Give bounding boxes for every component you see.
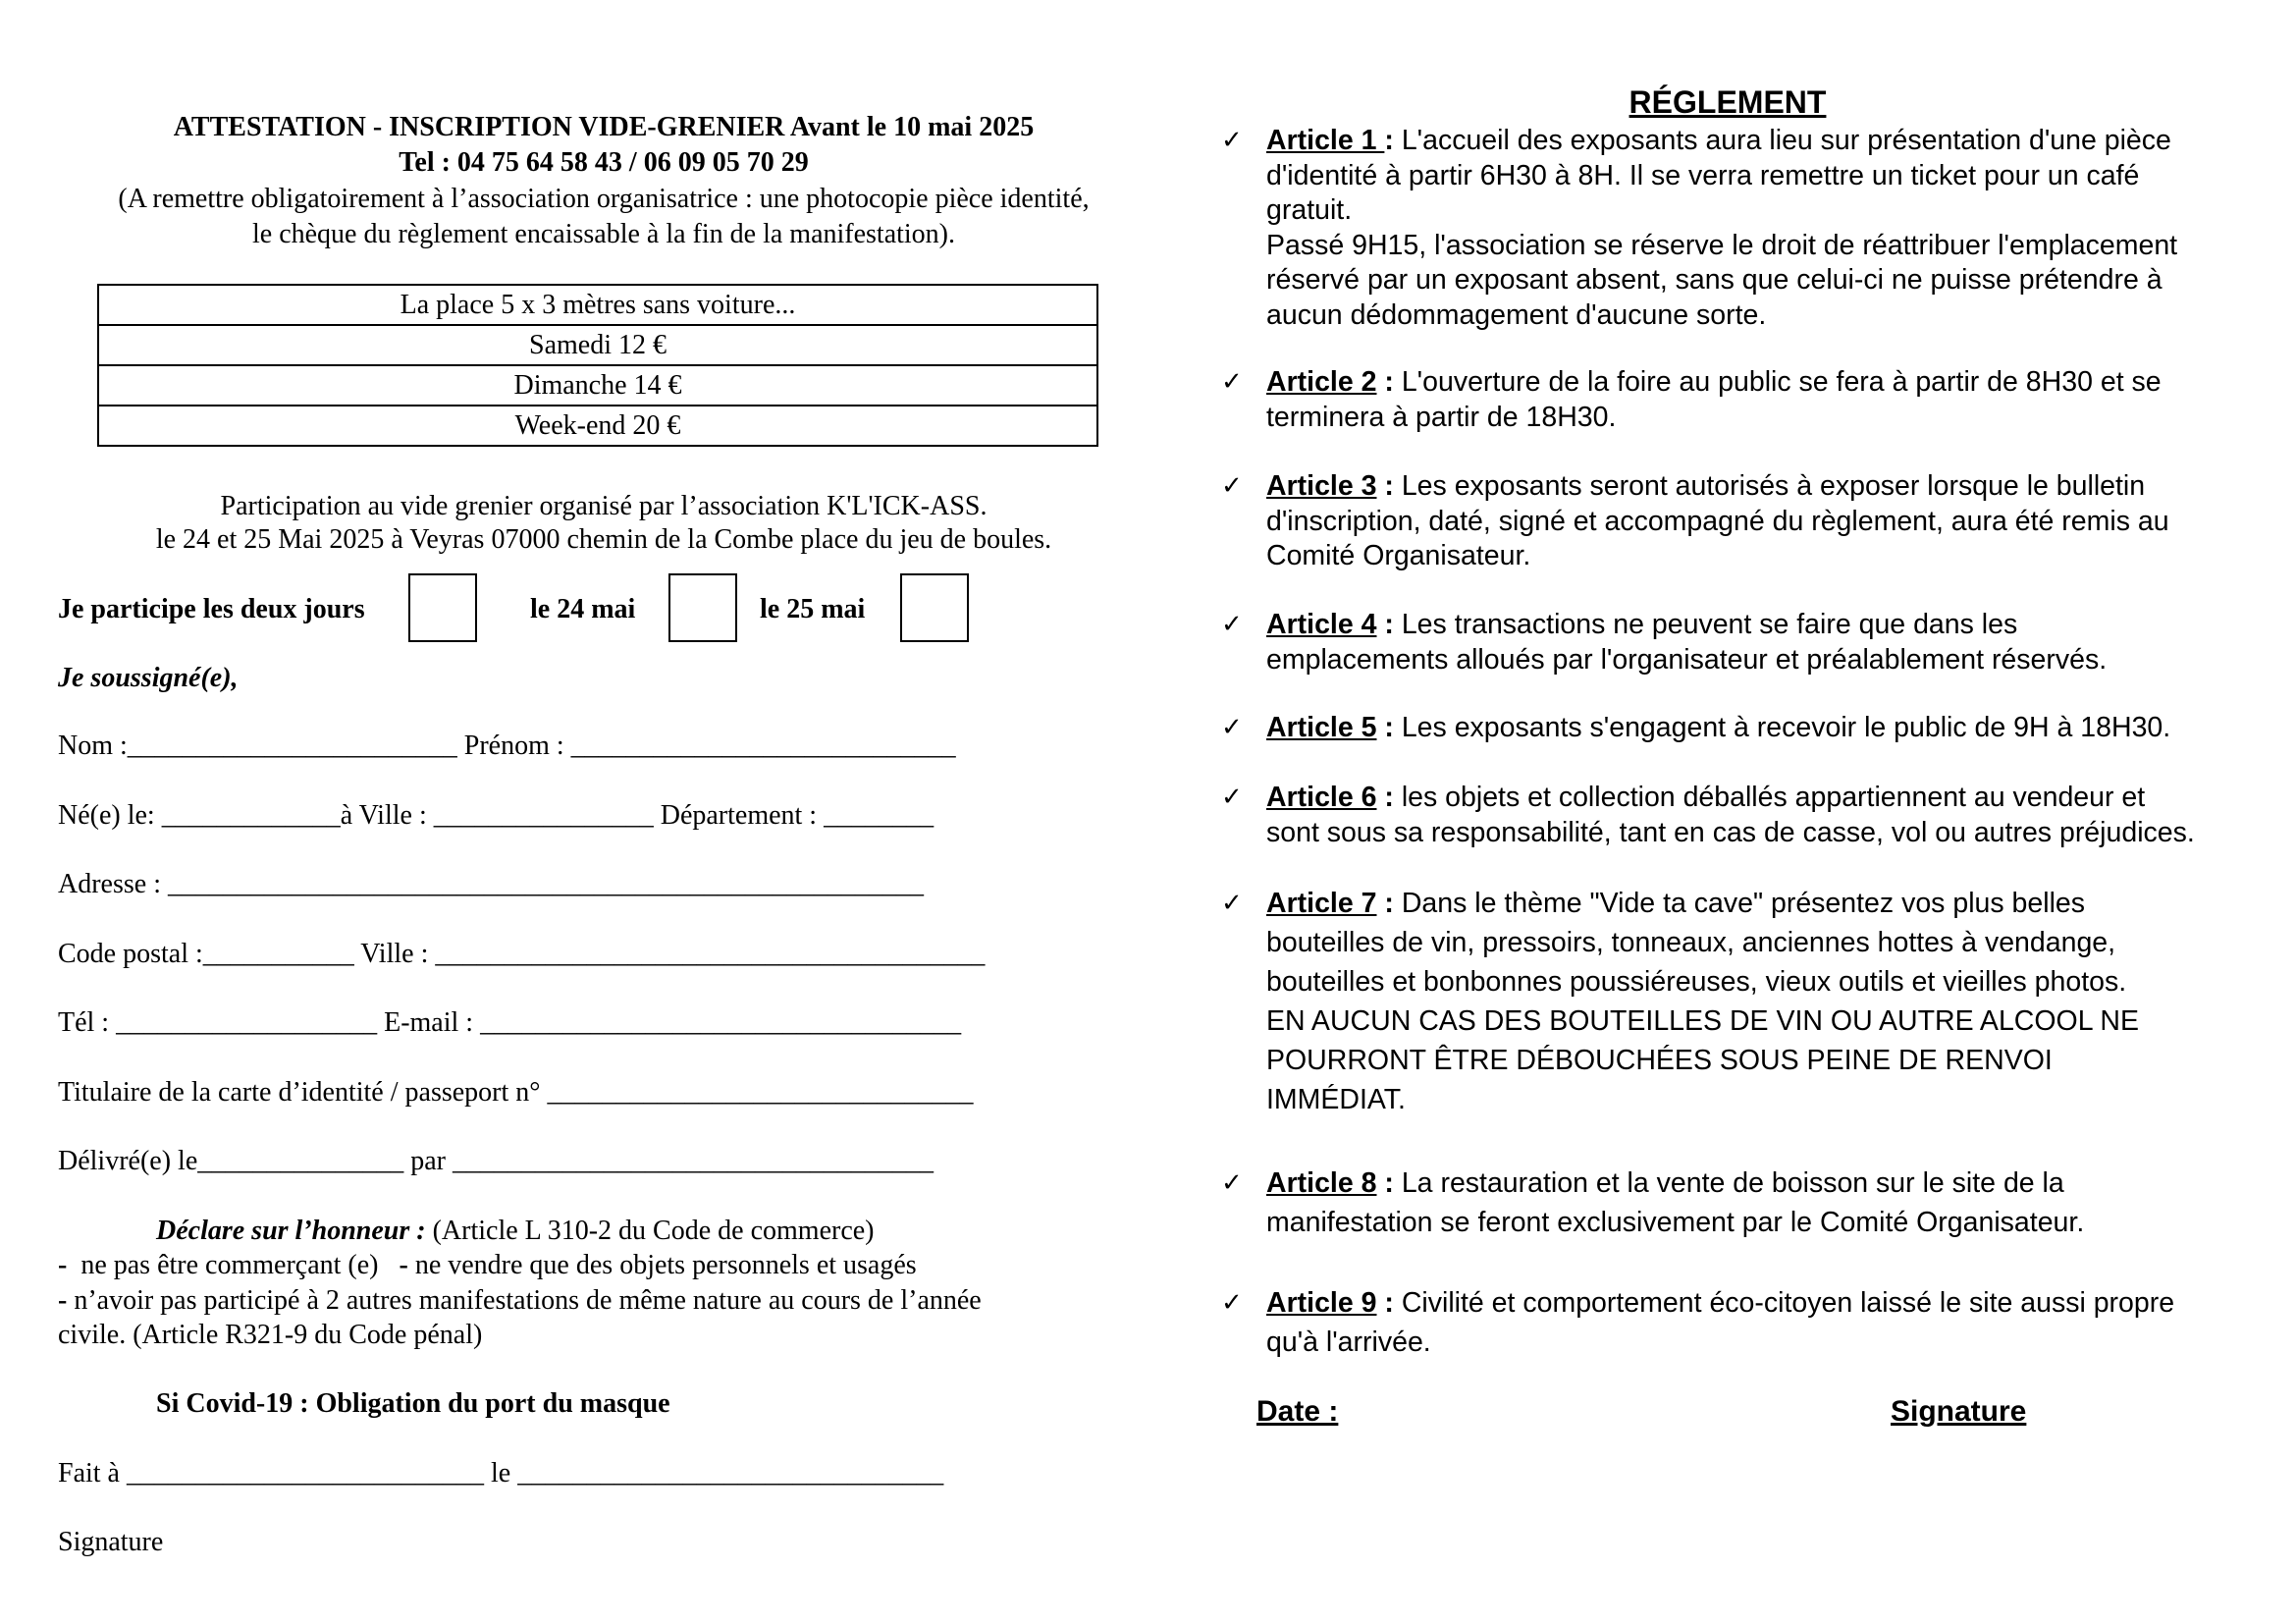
declaration-item-3-cont: civile. (Article R321-9 du Code pénal): [58, 1320, 483, 1350]
article-line: manifestation se feront exclusivement par le Comité Organisateur.: [1266, 1207, 2085, 1238]
article-line: L'accueil des exposants aura lieu sur présentation d'une pièce: [1401, 125, 2171, 156]
choice-25-label: le 25 mai: [760, 594, 866, 624]
choice-25-checkbox[interactable]: [900, 573, 969, 642]
check-icon: ✓: [1221, 610, 1243, 639]
declaration-label: Déclare sur l’honneur :: [156, 1216, 426, 1246]
id-card-field[interactable]: Titulaire de la carte d’identité / passeport n° _______________________________: [58, 1077, 974, 1108]
name-field[interactable]: Nom :________________________ Prénom : ____________________________: [58, 731, 956, 761]
undersigned-label: Je soussigné(e),: [58, 663, 239, 693]
article-line: Civilité et comportement éco-citoyen laissé le site aussi propre: [1401, 1287, 2175, 1319]
article-label: Article 6: [1266, 782, 1377, 813]
article-line: Les exposants s'engagent à recevoir le public de 9H à 18H30.: [1401, 712, 2171, 743]
article-line: POURRONT ÊTRE DÉBOUCHÉES SOUS PEINE DE RENVOI: [1266, 1045, 2053, 1076]
article-line: emplacements alloués par l'organisateur et préalablement réservés.: [1266, 643, 2108, 676]
article-colon: :: [1384, 125, 1394, 156]
form-note-line-1: (A remettre obligatoirement à l’association organisatrice : une photocopie pièce identité,: [118, 184, 1090, 214]
check-icon: ✓: [1221, 471, 1243, 501]
article-line: d'inscription, daté, signé et accompagné du règlement, aura été remis au: [1266, 505, 2169, 537]
article-line: bouteilles et bonbonnes poussiéreuses, vieux outils et vieilles photos.: [1266, 966, 2127, 998]
article-colon: :: [1376, 782, 1394, 813]
article-1: [1221, 124, 2277, 333]
article-line: L'ouverture de la foire au public se fera à partir de 8H30 et se: [1401, 366, 2162, 398]
signature-label-right: Signature: [1891, 1395, 2027, 1428]
phone-email-field[interactable]: Tél : ___________________ E-mail : ___________________________________: [58, 1007, 962, 1038]
article-line: EN AUCUN CAS DES BOUTEILLES DE VIN OU AUTRE ALCOOL NE: [1266, 1005, 2140, 1037]
form-phone: Tel : 04 75 64 58 43 / 06 09 05 70 29: [399, 147, 809, 178]
article-colon: :: [1376, 712, 1394, 743]
article-9: [1221, 1283, 2277, 1362]
signature-label-left: Signature: [58, 1527, 164, 1557]
article-line: Dans le thème "Vide ta cave" présentez vos plus belles: [1401, 888, 2086, 919]
price-row-title: La place 5 x 3 mètres sans voiture...: [98, 285, 1097, 325]
article-colon: :: [1376, 1287, 1394, 1319]
article-label: Article 8: [1266, 1167, 1377, 1199]
choice-24-checkbox[interactable]: [668, 573, 737, 642]
article-line: terminera à partir de 18H30.: [1266, 401, 1617, 433]
check-icon: ✓: [1221, 783, 1243, 812]
declaration-item-1: [58, 1249, 917, 1282]
check-icon: ✓: [1221, 1168, 1243, 1198]
article-8: [1221, 1164, 2277, 1242]
declaration-item-2-text: ne vendre que des objets personnels et usagés: [407, 1250, 917, 1280]
check-icon: ✓: [1221, 367, 1243, 397]
declaration-reference: (Article L 310-2 du Code de commerce): [425, 1216, 875, 1246]
article-colon: :: [1376, 1167, 1394, 1199]
article-label: Article 5: [1266, 712, 1377, 743]
dash-1: -: [58, 1250, 68, 1280]
dash-2: -: [399, 1250, 408, 1280]
article-colon: :: [1376, 888, 1394, 919]
article-label: Article 4: [1266, 609, 1377, 640]
choice-both-days-label: Je participe les deux jours: [58, 594, 365, 624]
article-line: qu'à l'arrivée.: [1266, 1326, 1431, 1358]
covid-notice: Si Covid-19 : Obligation du port du masque: [156, 1388, 670, 1419]
price-row-sunday: Dimanche 14 €: [98, 365, 1097, 406]
article-line: les objets et collection déballés appartiennent au vendeur et: [1401, 782, 2146, 813]
article-2: [1221, 365, 2277, 435]
place-date-field[interactable]: Fait à __________________________ le _______________________________: [58, 1458, 944, 1489]
article-label: Article 9: [1266, 1287, 1377, 1319]
article-5: [1221, 711, 2277, 746]
form-note-line-2: le chèque du règlement encaissable à la fin de la manifestation).: [251, 219, 956, 249]
article-line: IMMÉDIAT.: [1266, 1084, 1406, 1115]
participation-line-1: Participation au vide grenier organisé par l’association K'L'ICK-ASS.: [220, 491, 988, 521]
article-7: [1221, 884, 2277, 1119]
choice-24-label: le 24 mai: [530, 594, 636, 624]
declaration-item-1-text: ne pas être commerçant (e): [67, 1250, 400, 1280]
check-icon: ✓: [1221, 713, 1243, 742]
article-label: Article 1: [1266, 125, 1385, 156]
check-icon: ✓: [1221, 889, 1243, 918]
article-label: Article 2: [1266, 366, 1377, 398]
issued-field[interactable]: Délivré(e) le_______________ par ___________________________________: [58, 1146, 934, 1176]
check-icon: ✓: [1221, 1288, 1243, 1318]
address-field[interactable]: Adresse : _______________________________________________________: [58, 869, 924, 899]
article-6: [1221, 781, 2277, 850]
article-line: réservé par un exposant absent, sans que celui-ci ne puisse prétendre à: [1266, 264, 2163, 296]
article-colon: :: [1376, 470, 1394, 502]
article-line: La restauration et la vente de boisson sur le site de la: [1401, 1167, 2064, 1199]
price-table: [97, 284, 1098, 447]
article-line: gratuit.: [1266, 194, 1353, 226]
price-row-saturday: Samedi 12 €: [98, 325, 1097, 365]
dash-3: -: [58, 1285, 68, 1316]
rules-title: RÉGLEMENT: [1629, 84, 1827, 120]
choice-both-days-checkbox[interactable]: [408, 573, 477, 642]
article-line: aucun dédommagement d'aucune sorte.: [1266, 298, 1767, 331]
article-line: sont sous sa responsabilité, tant en cas de casse, vol ou autres préjudices.: [1266, 816, 2195, 848]
article-line: d'identité à partir 6H30 à 8H. Il se verra remettre un ticket pour un café: [1266, 159, 2140, 191]
price-row-weekend: Week-end 20 €: [98, 406, 1097, 446]
date-label: Date :: [1256, 1395, 1339, 1428]
form-title: ATTESTATION - INSCRIPTION VIDE-GRENIER Avant le 10 mai 2025: [173, 112, 1035, 142]
article-line: Comité Organisateur.: [1266, 540, 1531, 571]
declaration-item-3: [58, 1284, 982, 1318]
article-line: Passé 9H15, l'association se réserve le droit de réattribuer l'emplacement: [1266, 229, 2178, 261]
article-label: Article 7: [1266, 888, 1377, 919]
postal-code-field[interactable]: Code postal :___________ Ville : ________________________________________: [58, 939, 986, 969]
article-label: Article 3: [1266, 470, 1377, 502]
article-line: Les exposants seront autorisés à exposer lorsque le bulletin: [1401, 470, 2146, 502]
article-4: [1221, 608, 2277, 677]
birth-field[interactable]: Né(e) le: _____________à Ville : ________________ Département : ________: [58, 800, 934, 831]
declaration-item-3-text: n’avoir pas participé à 2 autres manifestations de même nature au cours de l’année: [67, 1285, 982, 1316]
declaration-heading: [156, 1215, 875, 1248]
article-line: Les transactions ne peuvent se faire que dans les: [1401, 609, 2018, 640]
article-line: bouteilles de vin, pressoirs, tonneaux, anciennes hottes à vendange,: [1266, 927, 2116, 958]
article-colon: :: [1376, 366, 1394, 398]
article-3: [1221, 469, 2277, 574]
check-icon: ✓: [1221, 126, 1243, 155]
participation-line-2: le 24 et 25 Mai 2025 à Veyras 07000 chemin de la Combe place du jeu de boules.: [155, 524, 1052, 555]
article-colon: :: [1376, 609, 1394, 640]
